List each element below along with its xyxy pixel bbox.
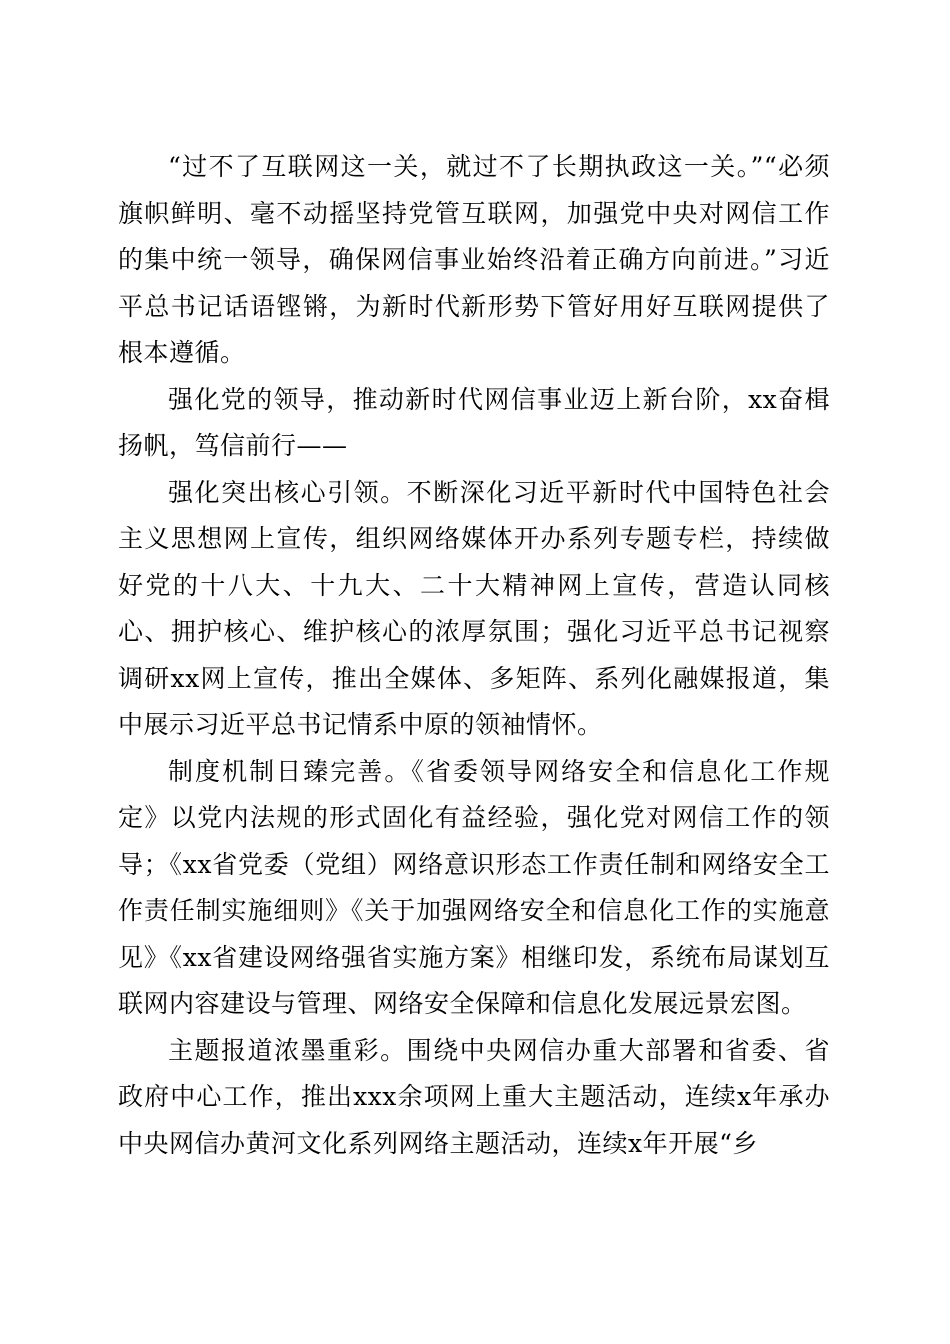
paragraph-intro: 强化党的领导，推动新时代网信事业迈上新台阶，xx奋楫扬帆，笃信前行—— xyxy=(118,384,830,460)
paragraph-theme-reporting: 主题报道浓墨重彩。围绕中央网信办重大部署和省委、省政府中心工作，推出xxx余项网上重大主题活动，连续x年承办中央网信办黄河文化系列网络主题活动，连续x年开展“乡 xyxy=(118,1035,830,1158)
paragraph-institutional-mechanism: 制度机制日臻完善。《省委领导网络安全和信息化工作规定》以党内法规的形式固化有益经验，强化党对网信工作的领导；《xx省党委（党组）网络意识形态工作责任制和网络安全工作责任制实施细则》《关于加强网络安全和信息化工作的实施意见》《xx省建设网络强省实施方案》相继印发，系统布局谋划互联网内容建设与管理、网络安全保障和信息化发展远景宏图。 xyxy=(118,756,830,1018)
paragraph-core-guidance: 强化突出核心引领。不断深化习近平新时代中国特色社会主义思想网上宣传，组织网络媒体开办系列专题专栏，持续做好党的十八大、十九大、二十大精神网上宣传，营造认同核心、拥护核心、维护核心的浓厚氛围；强化习近平总书记视察调研xx网上宣传，推出全媒体、多矩阵、系列化融媒报道，集中展示习近平总书记情系中原的领袖情怀。 xyxy=(118,477,830,739)
document-body xyxy=(118,144,830,1167)
paragraph-quote: “过不了互联网这一关，就过不了长期执政这一关。”“必须旗帜鲜明、毫不动摇坚持党管互联网，加强党中央对网信工作的集中统一领导，确保网信事业始终沿着正确方向前进。”习近平总书记话语铿锵，为新时代新形势下管好用好互联网提供了根本遵循。 xyxy=(118,152,830,367)
